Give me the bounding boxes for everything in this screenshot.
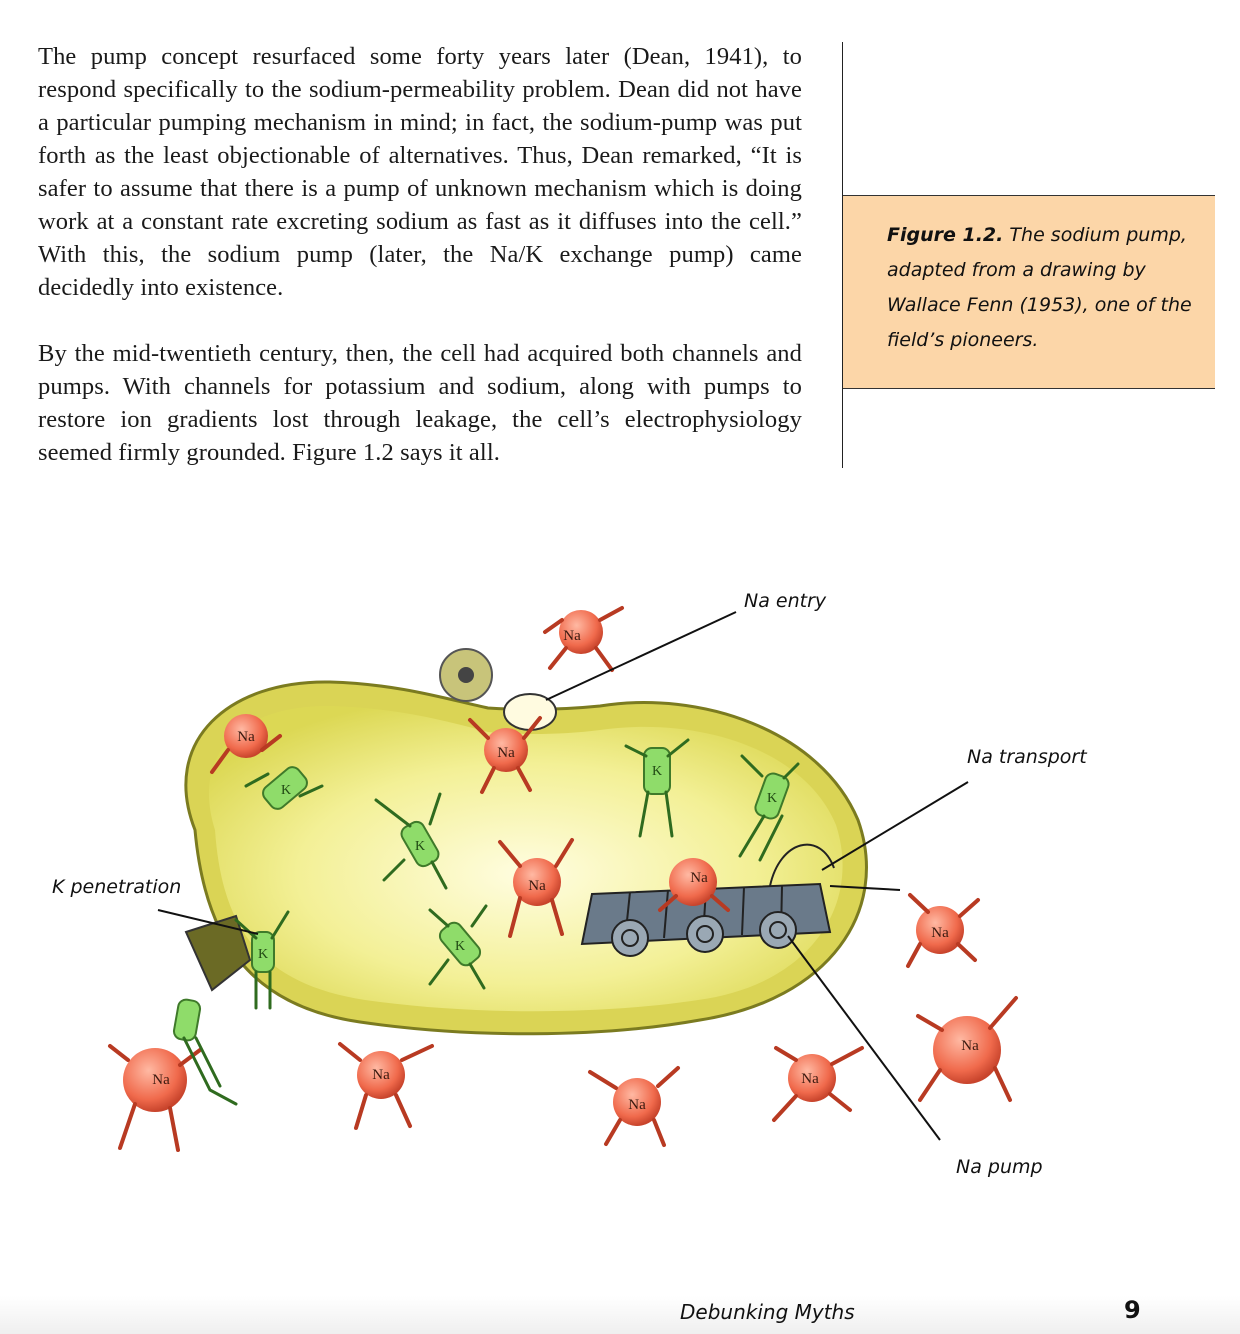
page-number: 9	[1124, 1296, 1141, 1324]
sodium-ion-label: Na	[961, 1038, 979, 1054]
potassium-ion-label: K	[651, 764, 663, 779]
sodium-ion-label: Na	[628, 1097, 646, 1113]
potassium-ion-label: K	[280, 783, 292, 798]
k-channel-door	[186, 916, 250, 990]
sodium-ion-label: Na	[690, 870, 708, 886]
page-footer	[0, 1296, 1240, 1334]
potassium-ion	[173, 998, 202, 1041]
sodium-pump-illustration	[0, 560, 1240, 1200]
body-paragraph-2: By the mid-twentieth century, then, the cell had acquired both channels and pumps. With channels for potassium and sodium, along with pumps to restore ion gradients lost through leakage, the cell’s electrophysiology seemed firmly grounded. Figure 1.2 says it all.	[38, 340, 802, 466]
potassium-ion-label: K	[257, 947, 269, 962]
sodium-ion-label: Na	[152, 1072, 170, 1088]
leader-na-pump	[788, 936, 940, 1140]
body-paragraph-1: The pump concept resurfaced some forty years later (Dean, 1941), to respond specifically to the sodium-permeability problem. Dean did not have a particular pumping mechanism in mind; in fact, the sodium-pump was put forth as the least objectionable of alternatives. Thus, Dean remarked, “It is safer to assume that there is a pump of unknown mechanism which is doing work at a constant rate excreting sodium as fast as it diffuses into the cell.” With this, the sodium pump (later, the Na/K exchange pump) came decidedly into existence.	[38, 43, 802, 301]
sodium-ion-label: Na	[497, 745, 515, 761]
sodium-ion-label: Na	[528, 878, 546, 894]
label-na-pump: Na pump	[956, 1156, 1043, 1178]
figure-caption	[887, 218, 1197, 358]
label-na-entry: Na entry	[744, 590, 827, 612]
potassium-ion-label: K	[414, 839, 426, 854]
sodium-ion-label: Na	[563, 628, 581, 644]
potassium-ion-label: K	[454, 939, 466, 954]
figure-caption-box	[843, 195, 1215, 389]
figure-caption-text: The sodium pump, adapted from a drawing by Wallace Fenn (1953), one of the field’s pioneers.	[887, 224, 1192, 351]
sodium-ion-label: Na	[801, 1071, 819, 1087]
potassium-ion-label: K	[766, 791, 778, 806]
sodium-ion-label: Na	[931, 925, 949, 941]
running-footer-title: Debunking Myths	[680, 1300, 855, 1324]
sodium-ion-label: Na	[237, 729, 255, 745]
label-na-transport: Na transport	[967, 746, 1087, 768]
figure-caption-label: Figure 1.2.	[887, 224, 1004, 246]
sodium-pump-figure	[0, 560, 1240, 1200]
label-k-penetration: K penetration	[52, 876, 182, 898]
sodium-ion-label: Na	[372, 1067, 390, 1083]
